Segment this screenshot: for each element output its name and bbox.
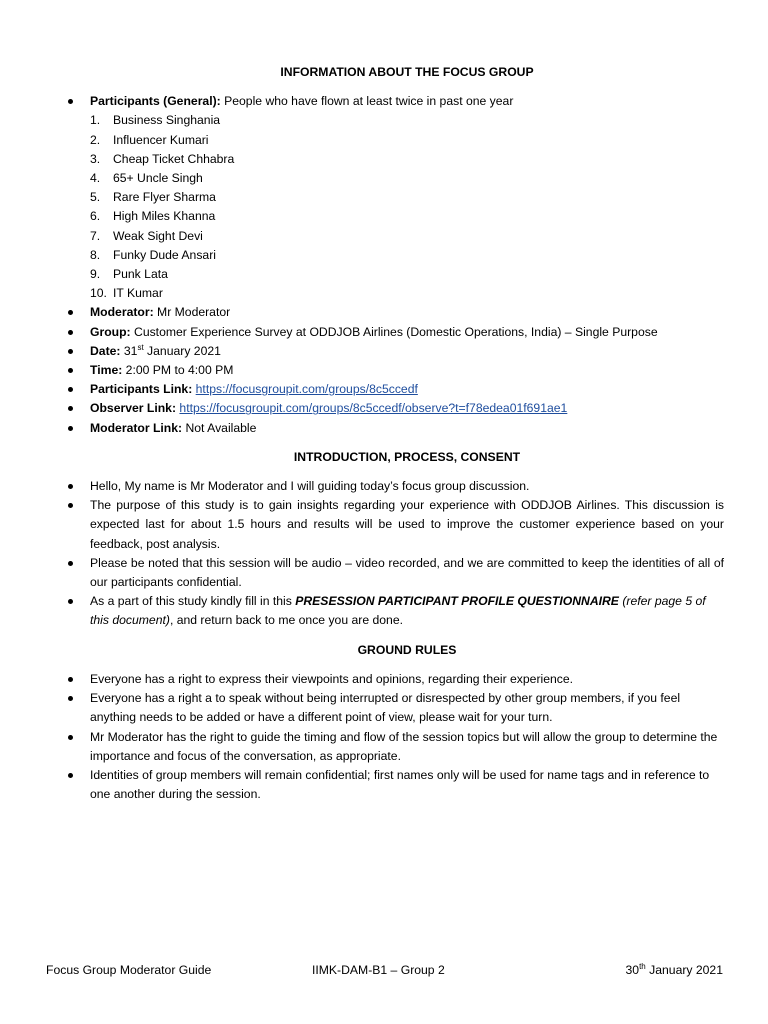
date-label: Date: (90, 343, 121, 358)
participant-number: 10. (90, 286, 107, 301)
footer-date-ordinal: th (639, 961, 646, 971)
moderator-link-value: Not Available (182, 420, 257, 435)
participant-item (90, 169, 724, 188)
participant-item (90, 227, 724, 246)
participant-item (90, 284, 724, 303)
participant-item (90, 265, 724, 284)
intro-item: Please be noted that this session will be audio – video recorded, and we are committed to keep the identities of all of our participants confidential. (90, 554, 724, 592)
participants-link[interactable]: https://focusgroupit.com/groups/8c5ccedf (195, 382, 418, 397)
page-footer (46, 960, 723, 980)
participant-number: 2. (90, 132, 101, 147)
date-day: 31 (120, 343, 138, 358)
intro-list (90, 477, 724, 631)
info-list (90, 92, 724, 438)
participants-label: Participants (General): (90, 94, 221, 109)
participant-name: Business Singhania (113, 113, 221, 128)
time-value: 2:00 PM to 4:00 PM (122, 363, 234, 378)
moderator-link-item (90, 419, 724, 438)
footer-date (626, 960, 723, 980)
participant-name: High Miles Khanna (113, 209, 216, 224)
questionnaire-reference: (refer page 5 of this document) (90, 594, 706, 628)
participant-name: Punk Lata (113, 267, 168, 282)
participant-name: Funky Dude Ansari (113, 247, 216, 262)
questionnaire-title: PRESESSION PARTICIPANT PROFILE QUESTIONNAIRE (295, 594, 619, 609)
intro-item: Hello, My name is Mr Moderator and I will guiding today’s focus group discussion. (90, 477, 724, 496)
participant-number: 5. (90, 190, 101, 205)
date-month-year: January 2021 (143, 343, 221, 358)
participant-name: Rare Flyer Sharma (113, 190, 216, 205)
footer-title: Focus Group Moderator Guide (46, 963, 212, 977)
moderator-value: Mr Moderator (153, 305, 231, 320)
observer-link-item (90, 399, 724, 418)
participant-number: 3. (90, 151, 101, 166)
intro-item: The purpose of this study is to gain insights regarding your experience with ODDJOB Airlines. This discussion is expected last for about 1.5 hours and results will be used to improve the customer experience based on your feedback, post analysis. (90, 496, 724, 554)
time-item (90, 361, 724, 380)
rule-item: Identities of group members will remain confidential; first names only will be used for name tags and in reference to one another during the session. (90, 766, 724, 804)
participants-value: People who have flown at least twice in past one year (220, 94, 514, 109)
participants-list (90, 111, 724, 303)
group-item (90, 323, 724, 342)
participant-item (90, 111, 724, 130)
intro-item (90, 592, 724, 630)
rule-item: Mr Moderator has the right to guide the timing and flow of the session topics but will allow the group to determine the importance and focus of the conversation, as appropriate. (90, 728, 724, 766)
participant-number: 6. (90, 209, 101, 224)
participant-item (90, 207, 724, 226)
group-label: Group: (90, 324, 131, 339)
participant-name: Weak Sight Devi (113, 228, 203, 243)
rules-list (90, 670, 724, 804)
participant-number: 8. (90, 247, 101, 262)
moderator-item (90, 303, 724, 322)
participant-number: 9. (90, 267, 101, 282)
intro-item-text: , and return back to me once you are done. (169, 613, 403, 628)
moderator-label: Moderator: (90, 305, 154, 320)
time-label: Time: (90, 363, 123, 378)
group-value: Customer Experience Survey at ODDJOB Airlines (Domestic Operations, India) – Single Purpose (130, 324, 658, 339)
participant-name: IT Kumar (113, 286, 163, 301)
intro-heading: INTRODUCTION, PROCESS, CONSENT (293, 449, 521, 464)
participants-link-item (90, 380, 724, 399)
participant-name: Influencer Kumari (113, 132, 209, 147)
participant-item (90, 188, 724, 207)
participant-number: 7. (90, 228, 101, 243)
footer-group: IIMK-DAM-B1 – Group 2 (312, 963, 445, 977)
footer-date-day: 30 (625, 963, 640, 977)
document-body (90, 63, 724, 804)
rule-item: Everyone has a right a to speak without being interrupted or disrespected by other group members, if you feel anything needs to be added or have a different point of view, please wait for your turn. (90, 689, 724, 727)
participant-item (90, 246, 724, 265)
participants-link-label: Participants Link: (90, 382, 193, 397)
participant-name: 65+ Uncle Singh (113, 171, 203, 186)
intro-item-text: As a part of this study kindly fill in this (90, 594, 296, 609)
participant-item (90, 131, 724, 150)
participant-number: 1. (90, 113, 101, 128)
date-item (90, 342, 724, 361)
rules-heading: GROUND RULES (357, 642, 457, 657)
participant-item (90, 150, 724, 169)
observer-link[interactable]: https://focusgroupit.com/groups/8c5ccedf/observe?t=f78edea01f691ae1 (179, 401, 568, 416)
participants-item (90, 92, 724, 303)
moderator-link-label: Moderator Link: (90, 420, 183, 435)
date-ordinal: st (137, 342, 144, 352)
observer-link-label: Observer Link: (90, 401, 177, 416)
info-heading: INFORMATION ABOUT THE FOCUS GROUP (280, 65, 534, 79)
footer-date-month-year: January 2021 (645, 963, 723, 977)
participant-name: Cheap Ticket Chhabra (113, 151, 235, 166)
rule-item: Everyone has a right to express their viewpoints and opinions, regarding their experience. (90, 670, 724, 689)
participant-number: 4. (90, 171, 101, 186)
